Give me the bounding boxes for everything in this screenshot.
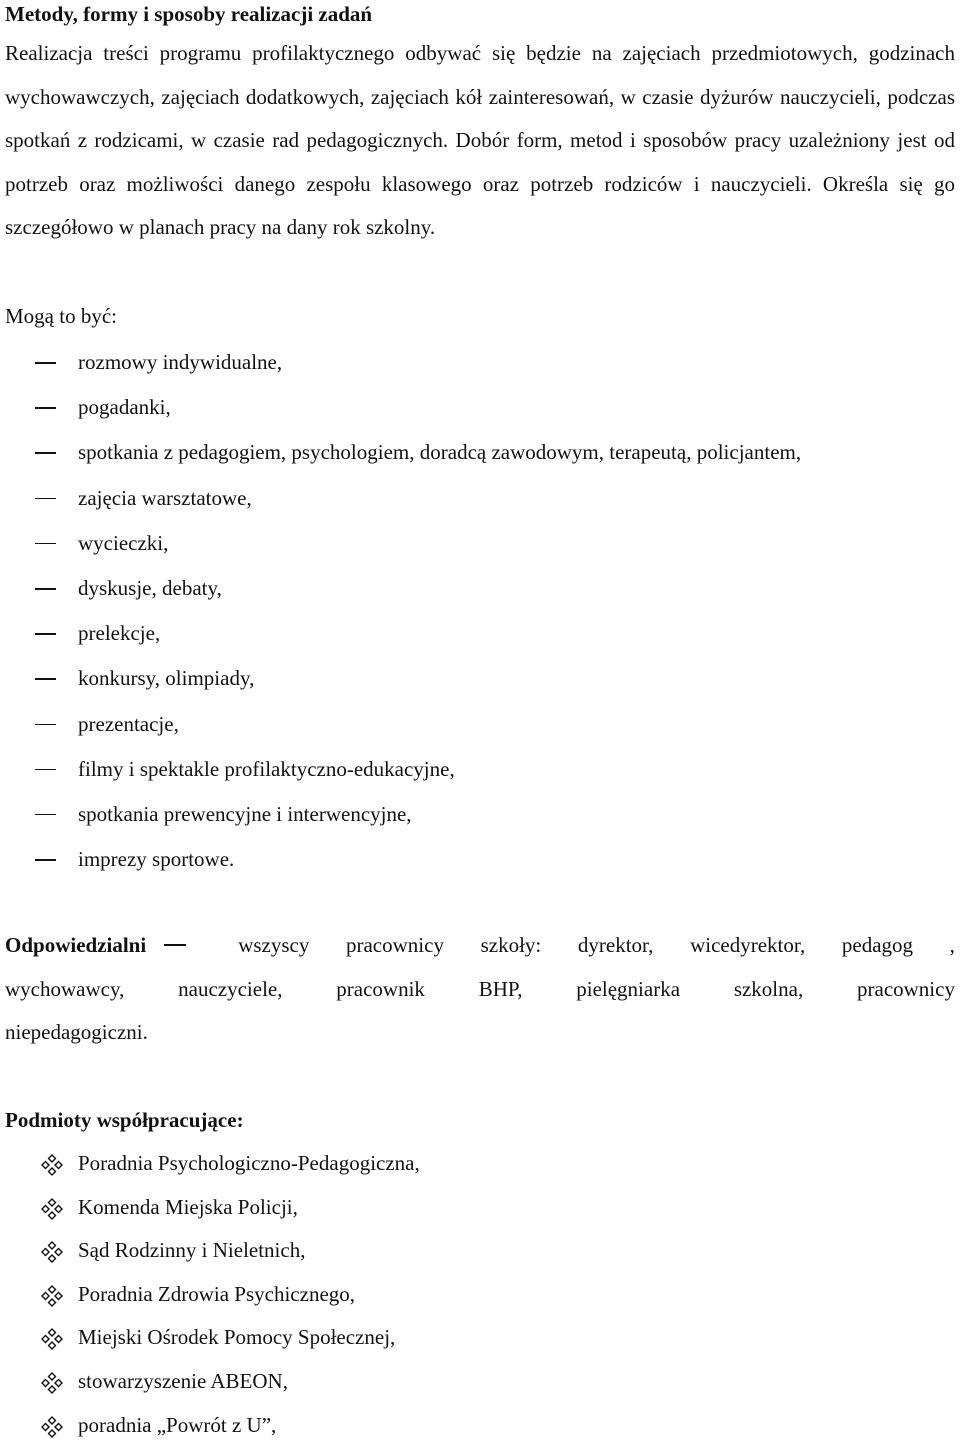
dash-icon: [35, 814, 56, 816]
responsible-word: BHP,: [478, 977, 523, 1001]
responsible-line-2: [5, 975, 955, 1003]
responsible-word: nauczyciele,: [178, 977, 283, 1001]
diamond-bullet-icon: [41, 1328, 63, 1350]
list-item-text: prelekcje,: [78, 621, 161, 646]
dash-icon: [35, 407, 56, 409]
responsible-word: szkoły:: [480, 933, 542, 957]
list-item-text: Miejski Ośrodek Pomocy Społecznej,: [78, 1325, 396, 1350]
dash-icon: [35, 543, 56, 545]
responsible-word: dyrektor,: [577, 933, 654, 957]
list-intro: Mogą to być:: [5, 304, 117, 328]
list-item-text: konkursy, olimpiady,: [78, 666, 255, 691]
list-item-text: prezentacje,: [78, 711, 179, 736]
dash-icon: [35, 633, 56, 635]
responsible-word: wszyscy: [238, 933, 310, 957]
section-heading: Metody, formy i sposoby realizacji zadań: [5, 2, 373, 26]
responsible-word: wicedyrektor,: [690, 933, 806, 957]
intro-paragraph: Realizacja treści programu profilaktycznego odbywać się będzie na zajęciach przedmiotowych, godzinach wychowawczych, zajęciach dodatkowych, zajęciach kół zainteresowań, w czasie dyżurów nauczycieli, podczas spotkań z rodzicami, w czasie rad pedagogicznych. Dobór form, metod i sposobów pracy uzależniony jest od potrzeb oraz możliwości danego zespołu klasowego oraz potrzeb rodziców i nauczycieli. Określa się go szczegółowo w planach pracy na dany rok szkolny.: [5, 41, 955, 240]
partners-heading: Podmioty współpracujące:: [5, 1108, 244, 1132]
diamond-bullet-icon: [41, 1154, 63, 1176]
diamond-bullet-icon: [41, 1198, 63, 1220]
responsible-word: pielęgniarka: [576, 977, 681, 1001]
responsible-word: pracownicy: [857, 977, 955, 1001]
list-item-text: zajęcia warsztatowe,: [78, 485, 252, 510]
list-item-text: rozmowy indywidualne,: [78, 350, 283, 374]
list-item-text: spotkania z pedagogiem, psychologiem, doradcą zawodowym, terapeutą, policjantem,: [78, 440, 802, 465]
list-item-text: pogadanki,: [78, 395, 171, 420]
list-item-text: Komenda Miejska Policji,: [78, 1194, 298, 1219]
list-item-text: stowarzyszenie ABEON,: [78, 1368, 288, 1393]
diamond-bullet-icon: [41, 1285, 63, 1307]
dash-icon: [35, 498, 56, 500]
list-item-text: Poradnia Psychologiczno-Pedagogiczna,: [78, 1151, 420, 1175]
responsible-label: Odpowiedzialni: [5, 933, 147, 957]
dash-icon: [35, 678, 56, 680]
list-item-text: filmy i spektakle profilaktyczno-edukacyjne,: [78, 756, 455, 781]
dash-icon: [35, 588, 56, 590]
responsible-word: pedagog: [841, 933, 914, 957]
list-item-text: dyskusje, debaty,: [78, 575, 222, 600]
responsible-word: wychowawcy,: [5, 977, 125, 1001]
dash-icon: [164, 944, 186, 946]
responsible-word: ,: [949, 933, 955, 957]
list-item-text: poradnia „Powrót z U”,: [78, 1412, 277, 1437]
list-item-text: wycieczki,: [78, 530, 169, 555]
dash-icon: [35, 362, 56, 364]
responsible-line-1: [5, 931, 955, 959]
dash-icon: [35, 859, 56, 861]
diamond-bullet-icon: [41, 1372, 63, 1394]
dash-icon: [35, 769, 56, 771]
responsible-line-3: niepedagogiczni.: [5, 1020, 148, 1044]
responsible-word: pracownik: [336, 977, 425, 1001]
diamond-bullet-icon: [41, 1416, 63, 1438]
list-item-text: spotkania prewencyjne i interwencyjne,: [78, 801, 412, 826]
responsible-word: szkolna,: [733, 977, 804, 1001]
dash-icon: [35, 452, 56, 454]
dash-icon: [35, 724, 56, 726]
list-item-text: Poradnia Zdrowia Psychicznego,: [78, 1281, 356, 1306]
diamond-bullet-icon: [41, 1241, 63, 1263]
list-item-text: Sąd Rodzinny i Nieletnich,: [78, 1238, 306, 1263]
list-item-text: imprezy sportowe.: [78, 847, 235, 872]
responsible-word: pracownicy: [345, 933, 444, 957]
